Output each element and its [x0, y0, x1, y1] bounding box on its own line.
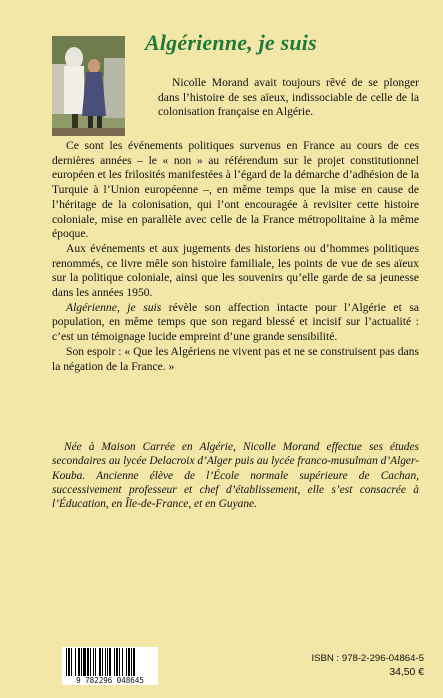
- intro-text: Nicolle Morand avait toujours rêvé de se plonger dans l’histoire de ses aïeux, indissociable de celle de la colonisation française en Algérie.: [158, 76, 419, 119]
- barcode-bar: [128, 648, 130, 676]
- summary-paragraph-2: Ce sont les événements politiques survenus en France au cours de ces dernières années – le « non » au référendum sur le projet constitutionnel européen et les frilosités manifestées à l’égard de la démarche d’adhésion de la Turquie à l’Union européenne –, en même temps que la mise en cause de l’héritage de la colonisation, qui l’ont encouragée à revisiter cette histoire coloniale, mise en parallèle avec celle de la France métropolitaine à la même époque.: [52, 139, 419, 241]
- barcode: [62, 647, 158, 685]
- barcode-bar: [66, 648, 67, 676]
- book-title: Algérienne, je suis: [145, 30, 317, 55]
- barcode-bar: [131, 648, 132, 676]
- barcode-bar: [133, 648, 135, 676]
- barcode-bar: [78, 648, 80, 676]
- barcode-bar: [75, 648, 76, 676]
- summary-paragraph-4-text: révèle son affection intacte pour l’Algérie et sa population, en même temps que son regard blessé et incisif sur l’actualité : c’est un témoignage lucide empreint d’une grande sensibilité.: [52, 300, 419, 344]
- author-bio-text: Née à Maison Carrée en Algérie, Nicolle Morand effectue ses études secondaires au lycée Delacroix d’Alger puis au lycée franco-musulman d’Alger-Kouba. Ancienne élève de l’École normale supérieure de Cachan, successivement professeur et chef d’établissement, elle s’est consacrée à l’Éducation, en Île-de-France, et en Guyane.: [52, 441, 419, 511]
- barcode-bar: [90, 648, 91, 676]
- barcode-bar: [87, 648, 89, 676]
- cover-photo: [52, 36, 125, 136]
- barcode-bar: [126, 648, 127, 676]
- inline-book-title: Algérienne, je suis: [66, 300, 162, 314]
- barcode-bar: [102, 648, 103, 676]
- barcode-bars: [62, 647, 158, 677]
- summary-paragraph-4: [52, 301, 419, 345]
- barcode-bar: [114, 648, 115, 676]
- barcode-number: 9 782296 048645: [62, 677, 158, 685]
- barcode-bar: [119, 648, 120, 676]
- summary-text: [52, 139, 419, 374]
- price: 34,50 €: [389, 667, 424, 678]
- isbn: ISBN : 978-2-296-04864-5: [311, 653, 424, 664]
- barcode-bar: [71, 648, 72, 676]
- barcode-bar: [68, 648, 70, 676]
- barcode-bar: [109, 648, 111, 676]
- barcode-bar: [95, 648, 96, 676]
- summary-paragraph-3: Aux événements et aux jugements des historiens ou d’hommes politiques renommés, ce livre mêle son histoire familiale, les points de vue de ses aïeux sur la politique coloniale, ainsi que les souvenirs qu’elle garde de sa jeunesse dans les années 1950.: [52, 241, 419, 300]
- photo-of-two-women: [52, 36, 125, 136]
- summary-paragraph-5: Son espoir : « Que les Algériens ne vivent pas et ne se construisent pas dans la négation de la France. »: [52, 344, 419, 373]
- barcode-bar: [93, 648, 94, 676]
- intro-paragraph: [158, 76, 419, 120]
- barcode-bar: [107, 648, 108, 676]
- barcode-bar: [116, 648, 118, 676]
- barcode-bar: [99, 648, 101, 676]
- barcode-bar: [105, 648, 106, 676]
- barcode-bar: [83, 648, 86, 676]
- author-bio: [52, 440, 419, 511]
- barcode-bar: [122, 648, 123, 676]
- barcode-bar: [81, 648, 82, 676]
